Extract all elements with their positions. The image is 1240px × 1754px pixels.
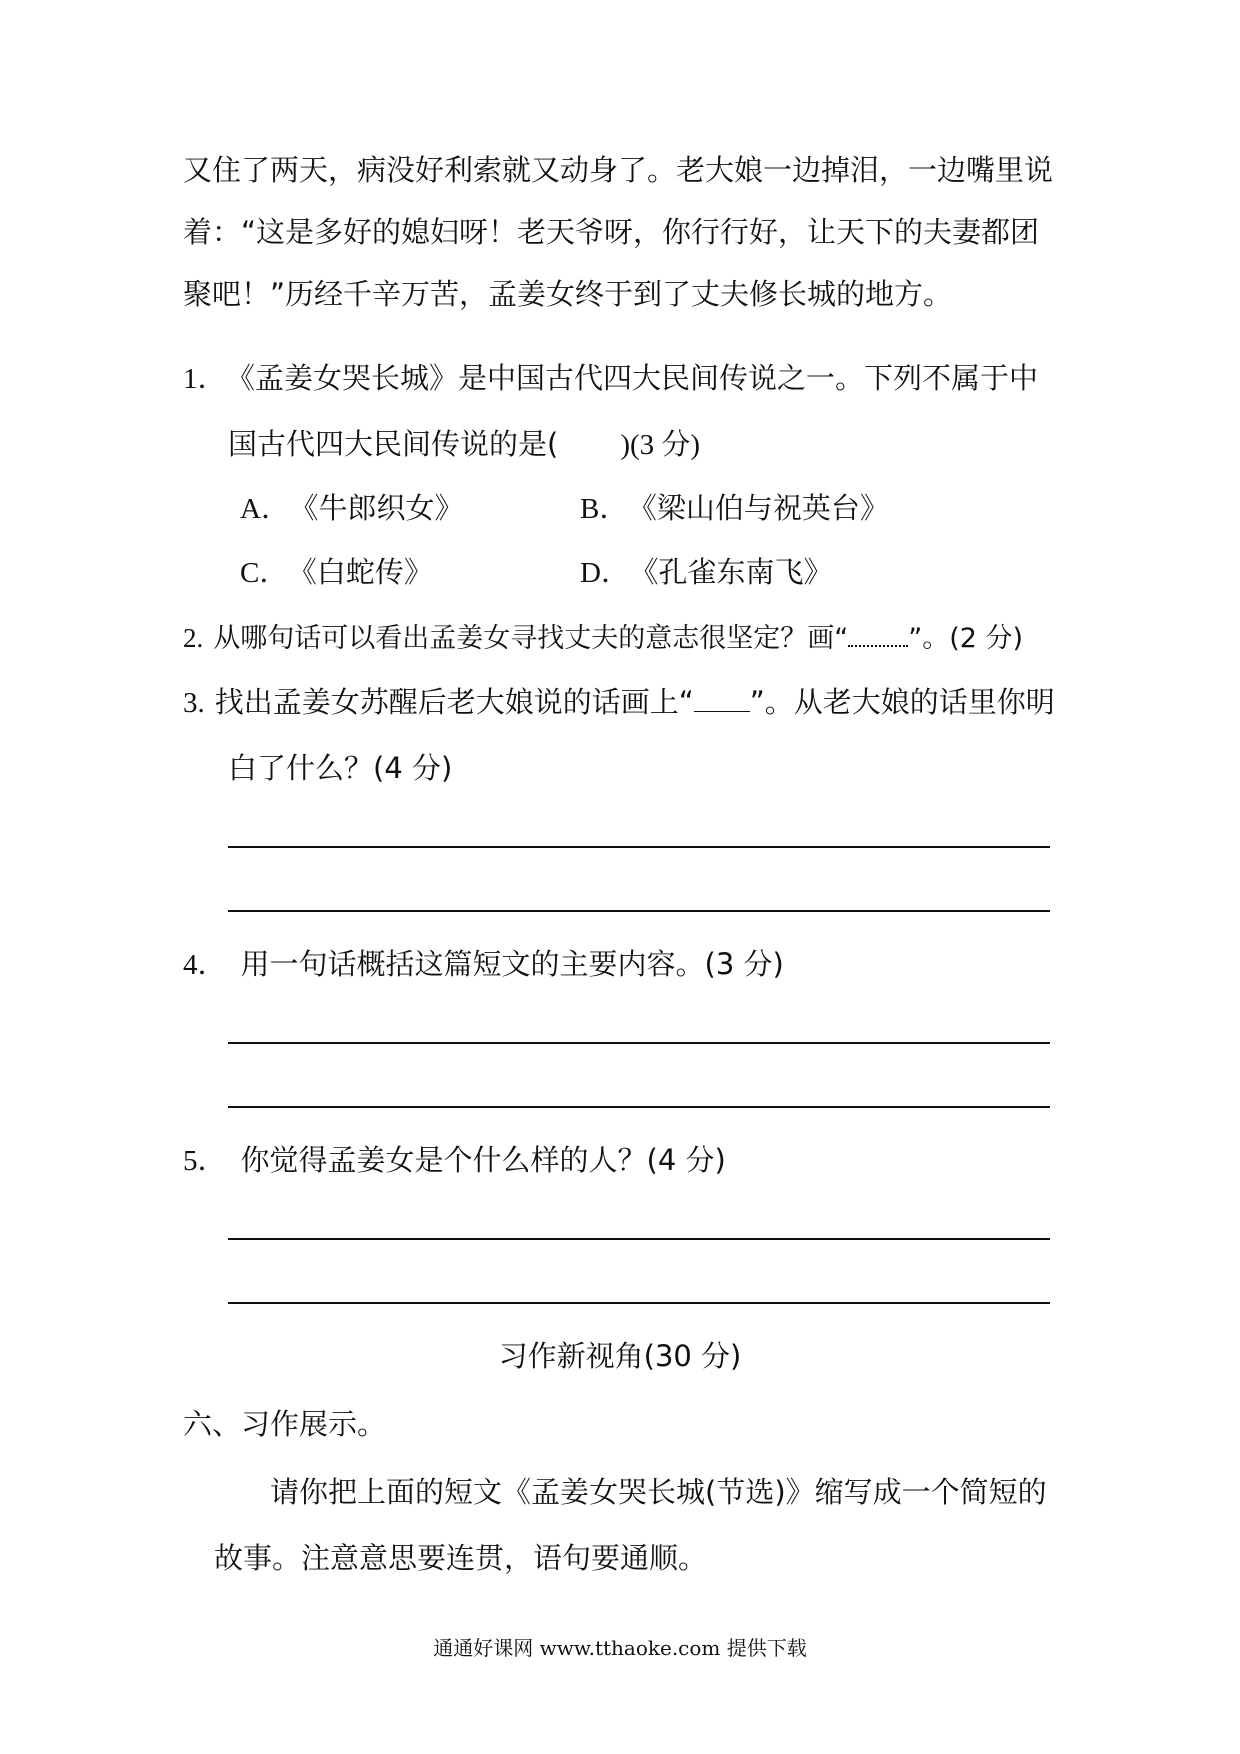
question-4-text: 用一句话概括这篇短文的主要内容。(3 分) [240, 947, 784, 981]
question-2 [183, 618, 1023, 659]
question-4-number: 4． [183, 949, 227, 981]
option-a-label: A． [240, 493, 290, 525]
question-5-text: 你觉得孟姜女是个什么样的人？(4 分) [240, 1143, 726, 1177]
option-c-label: C． [240, 557, 289, 589]
question-5-number: 5． [183, 1145, 227, 1177]
question-2-score: ”。(2 分) [908, 623, 1024, 654]
option-b-label: B． [580, 493, 629, 525]
option-c-text: 《白蛇传》 [302, 555, 433, 589]
passage-line-3: 聚吧！”历经千辛万苦，孟姜女终于到了丈夫修长城的地方。 [183, 277, 953, 311]
passage-line-1: 又住了两天，病没好利索就又动身了。老大娘一边掉泪，一边嘴里说 [183, 153, 1054, 187]
part-6-heading: 六、习作展示。 [183, 1407, 387, 1441]
question-1-text: 《孟姜女哭长城》是中国古代四大民间传说之一。下列不属于中 [240, 361, 1039, 395]
question-1-score: )(3 分) [620, 429, 701, 461]
question-3-number: 3. [183, 687, 205, 719]
passage-line-2: 着：“这是多好的媳妇呀！老天爷呀，你行行好，让天下的夫妻都团 [183, 215, 1040, 249]
part-6-line-2: 故事。注意意思要连贯，语句要通顺。 [214, 1541, 708, 1575]
option-b[interactable] [580, 488, 889, 529]
option-d-text: 《孔雀东南飞》 [643, 555, 833, 589]
question-1-line-1 [183, 358, 1038, 399]
question-5 [183, 1140, 726, 1181]
straight-underline-sample [694, 687, 750, 712]
section-title: 习作新视角(30 分) [498, 1339, 742, 1373]
option-a[interactable] [240, 488, 463, 529]
question-3-line-1 [183, 682, 1055, 723]
option-b-text: 《梁山伯与祝英台》 [642, 491, 889, 525]
question-2-number: 2. [183, 623, 204, 653]
option-d-label: D． [580, 557, 630, 589]
answer-line-q5-1[interactable] [228, 1238, 1050, 1240]
answer-line-q4-1[interactable] [228, 1042, 1050, 1044]
question-1-line-2 [228, 424, 700, 465]
answer-line-q3-2[interactable] [228, 910, 1050, 912]
option-c[interactable] [240, 552, 433, 593]
answer-line-q4-2[interactable] [228, 1106, 1050, 1108]
footer-credit: 通通好课网 www.tthaoke.com 提供下载 [433, 1636, 807, 1660]
part-6-line-1: 请你把上面的短文《孟姜女哭长城(节选)》缩写成一个简短的 [270, 1475, 1047, 1509]
answer-line-q3-1[interactable] [228, 846, 1050, 848]
option-a-text: 《牛郎织女》 [303, 491, 464, 525]
wavy-underline-sample [848, 621, 908, 647]
question-3-text-end: ”。从老大娘的话里你明 [749, 685, 1055, 719]
question-3-text: 找出孟姜女苏醒后老大娘说的话画上“ [214, 685, 694, 719]
question-1-text-2: 国古代四大民间传说的是( [228, 427, 559, 461]
question-4 [183, 944, 784, 985]
question-3-line-2: 白了什么？(4 分) [228, 751, 453, 785]
option-d[interactable] [580, 552, 832, 593]
answer-line-q5-2[interactable] [228, 1302, 1050, 1304]
question-1-number: 1． [183, 363, 227, 395]
question-2-text: 从哪句话可以看出孟姜女寻找丈夫的意志很坚定？画“ [213, 623, 849, 654]
